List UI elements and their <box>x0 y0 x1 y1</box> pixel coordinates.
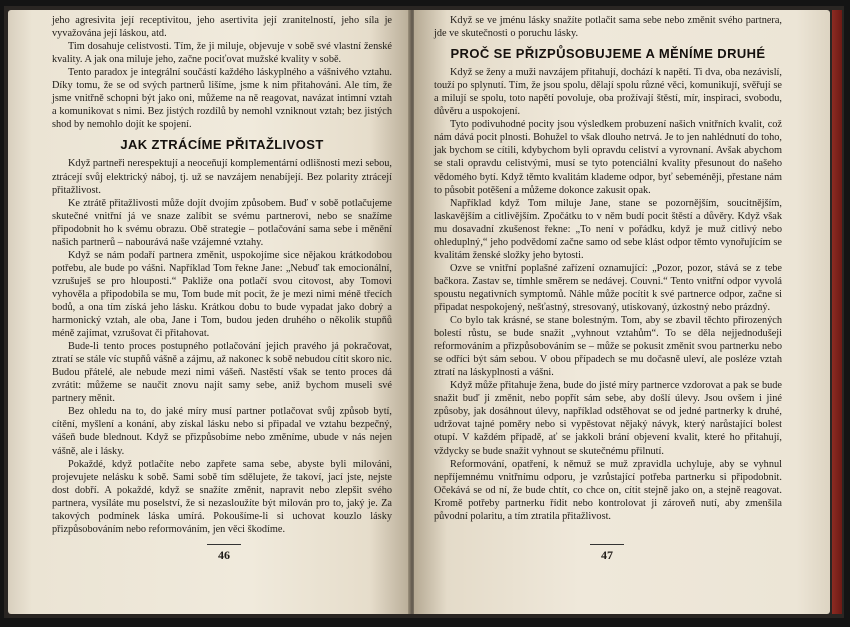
paragraph: Tyto podivuhodné pocity jsou výsledkem probuzení našich vnitřních kvalit, což nám dává pocit plnosti. Bohužel to však dlouho netrvá. Je to jen nahlédnutí do toho, jak bychom se cítili, kdybychom byli opravdu celiství a vyrovnaní. Avšak abychom se stali opravdu celistvými, musí se tyto potenciální kvality přesunout do našeho vědomého bytí. Když těmto kvalitám klademe odpor, byť sebeméněji, přestane nám to působit potěšení a můžeme dokonce zakusit opak. <box>434 119 782 196</box>
section-heading: PROČ SE PŘIZPŮSOBUJEME A MĚNÍME DRUHÉ <box>450 46 766 62</box>
paragraph: Reformování, opatření, k němuž se muž zpravidla uchyluje, aby se vyhnul nepříjemnému vnitřnímu odporu, je vzrůstající potřeba partnerku si připodobnit. Očekává se od ní, že bude chtít, co chce on, cítit stejně jako on, a stejně reagovat. Kromě potřeby partnerku řídit nebo kontrolovat ji zároveň nutí, aby zmenšila původní polaritu, a tím ztratila přitažlivost. <box>434 458 782 522</box>
page-number: 47 <box>601 547 613 562</box>
paragraph: Tim dosahuje celistvosti. Tím, že ji miluje, objevuje v sobě své vlastní ženské kvality. A jak ona miluje jeho, začne pociťovat mužské kvality v sobě. <box>52 41 392 66</box>
paragraph: Když může přitahuje žena, bude do jisté míry partnerce vzdorovat a pak se bude snažit buď ji změnit, nebo popřít sám sebe, aby došlí úlevy. Jsou ovšem i jiné způsoby, jak dosáhnout úlevy, například odstěhovat se od jedné partnerky k druhé, udržovat tajné poměry nebo si vypěstovat nějaký návyk, který narůstající bolest otupí. V každém případě, ať se jakkoli brání objevení kvalit, které ho přitahují, vždycky se bude snažit vyhnout se skutečnému přilnutí. <box>434 380 782 457</box>
paragraph: Bez ohledu na to, do jaké míry musí partner potlačovat svůj způsob bytí, cítění, myšlení a konání, aby získal lásku nebo si připadal ve vztahu bezpečný, vášeň bude blednout. Když se přizpůsobíme nebo změníme, ubude v nás nejen vášně, ale i lásky. <box>52 406 392 457</box>
right-page <box>414 10 830 614</box>
left-body-text <box>52 157 392 535</box>
book-spread <box>4 6 844 618</box>
paragraph: Když se ženy a muži navzájem přitahují, dochází k napětí. Ti dva, oba nezávislí, touží po splynutí. Tím, že jsou spolu, dělají spolu různé věci, komunikují, svěřují se a milují se spolu, toto napětí povoluje, oba prožívají štěstí, mír, inspiraci, svobodu, důvěru a uspokojení. <box>434 67 782 118</box>
paragraph: Když se nám podaří partnera změnit, uspokojíme sice nějakou krátkodobou potřebu, ale bude po vášni. Například Tom řekne Jane: „Nebuď tak emocionální, vzrušuješ se pro hlouposti.“ Pakliže ona potlačí svou citovost, aby Tomovi vyhověla a připodobila se mu, Tom bude mít pocit, že je mezi nimi méně třecích bodů, a ona tím získá jeho lásku. Krátkou dobu to bude vypadat jako dobrý a harmonický vztah, ale oba, Jane i Tom, budou jeden druhého o několik stupňů méně zajímat, vzrušovat či přitahovat. <box>52 249 392 340</box>
paragraph: Co bylo tak krásné, se stane bolestným. Tom, aby se zbavil těchto přirozených bolestí růstu, se bude snažit „vyhnout vztahům“. To se děla nejjednodušeji reformováním a přizpůsobováním se – může se pokusit změnit svou partnerku nebo se odříci být sám sebou. V obou případech se mu dočasně uleví, ale posléze vztah ztratí na láskyplnosti a vášni. <box>434 315 782 379</box>
page-number: 46 <box>218 547 230 562</box>
paragraph: Ozve se vnitřní poplašné zařízení oznamující: „Pozor, pozor, stává se z tebe bačkora. Zastav se, tímhle směrem se nedávej. Couvni.“ Tento vnitřní odpor vyvolá spoustu negativních symptomů. Náhle může pocítit k své partnerce odpor, začne si připadat nespokojený, nešťastný, stresovaný, utiskovaný, úzkostný nebo prázdný. <box>434 262 782 313</box>
paragraph: Ke ztrátě přitažlivosti může dojít dvojím způsobem. Buď v sobě potlačujeme skutečné vnitřní já ve snaze zalíbit se svému partnerovi, nebo se snažíme připodobnit ho k svému obrazu. Obě strategie – potlačování sama sebe i měnění našich partnerů – nabourává naše vzájemné vztahy. <box>52 197 392 248</box>
folio-rule <box>590 544 624 545</box>
paragraph: jeho agresivita její receptivitou, jeho asertivita její zranitelností, jeho síla je vyvažována její láskou, atd. <box>52 15 392 40</box>
page-number-footer <box>38 544 410 562</box>
left-page <box>8 10 410 614</box>
paragraph: Například když Tom miluje Jane, stane se pozornějším, soucitnějším, laskavějším a citlivějším. Zpočátku to v něm budí pocit štěstí a důvěry. Když však mu dosavadní zkušenost řekne: „To není v pořádku, když je muž citlivý nebo ohleduplný,“ jeho podvědomí začne samo od sebe klást odpor těmto vynořujícím se kvalitám ženské složky jeho bytosti. <box>434 197 782 261</box>
page-number-footer <box>414 544 800 562</box>
paragraph: Pokaždé, když potlačíte nebo zapřete sama sebe, abyste byli milováni, projevujete nelásku k sobě. Sami sobě tím sdělujete, že takoví, jací jste, nejste dost dobří. A pokaždé, když se snažíte změnit, napravit nebo zlepšit svého partnera, vysíláte mu poselství, že si nezasloužíte být milován pro to, jaký je. Za takových podmínek láska umírá. Pokoušíme-li si uchovat kouzlo lásky přizpůsobováním nebo reformováním, jen věci škodíme. <box>52 458 392 535</box>
right-top-text <box>434 14 782 40</box>
left-top-text <box>52 14 392 131</box>
section-heading: JAK ZTRÁCÍME PŘITAŽLIVOST <box>120 137 324 153</box>
paragraph: Bude-li tento proces postupného potlačování jejich pravého já pokračovat, ztratí se stále víc stupňů vášně a zájmu, až nakonec k sobě nebudou cítit skoro nic. Budou přátelé, ale nebude mezi nimi vášeň. Nastěstí však se tento proces dá zvrátit: můžeme se naučit znovu najít samy sebe, aniž bychom museli své partnery měnit. <box>52 341 392 405</box>
book-cover-edge <box>832 10 842 614</box>
folio-rule <box>207 544 241 545</box>
paragraph: Tento paradox je integrální součástí každého láskyplného a vášnivého vztahu. Díky tomu, že se od svých partnerů lišíme, jsme k nim přitahováni. Ale tím, že jsme vnitřně schopni být jako oni, můžeme na ně reagovat, navázat intimní vztah a komunikovat s nimi. Bez jistých rozdílů by nemohl vzniknout vztah; bez jistých shod by nemohlo dojít ke spojení. <box>52 67 392 131</box>
right-body-text <box>434 66 782 523</box>
paragraph: Když partneři nerespektují a neoceňují komplementární odlišnosti mezi sebou, ztrácejí svůj elektrický náboj, tj. už se navzájem nenabíjejí. Bez polarity ztrácejí přitažlivost. <box>52 158 392 196</box>
paragraph: Když se ve jménu lásky snažíte potlačit sama sebe nebo změnit svého partnera, jde ve skutečnosti o poruchu lásky. <box>434 15 782 40</box>
